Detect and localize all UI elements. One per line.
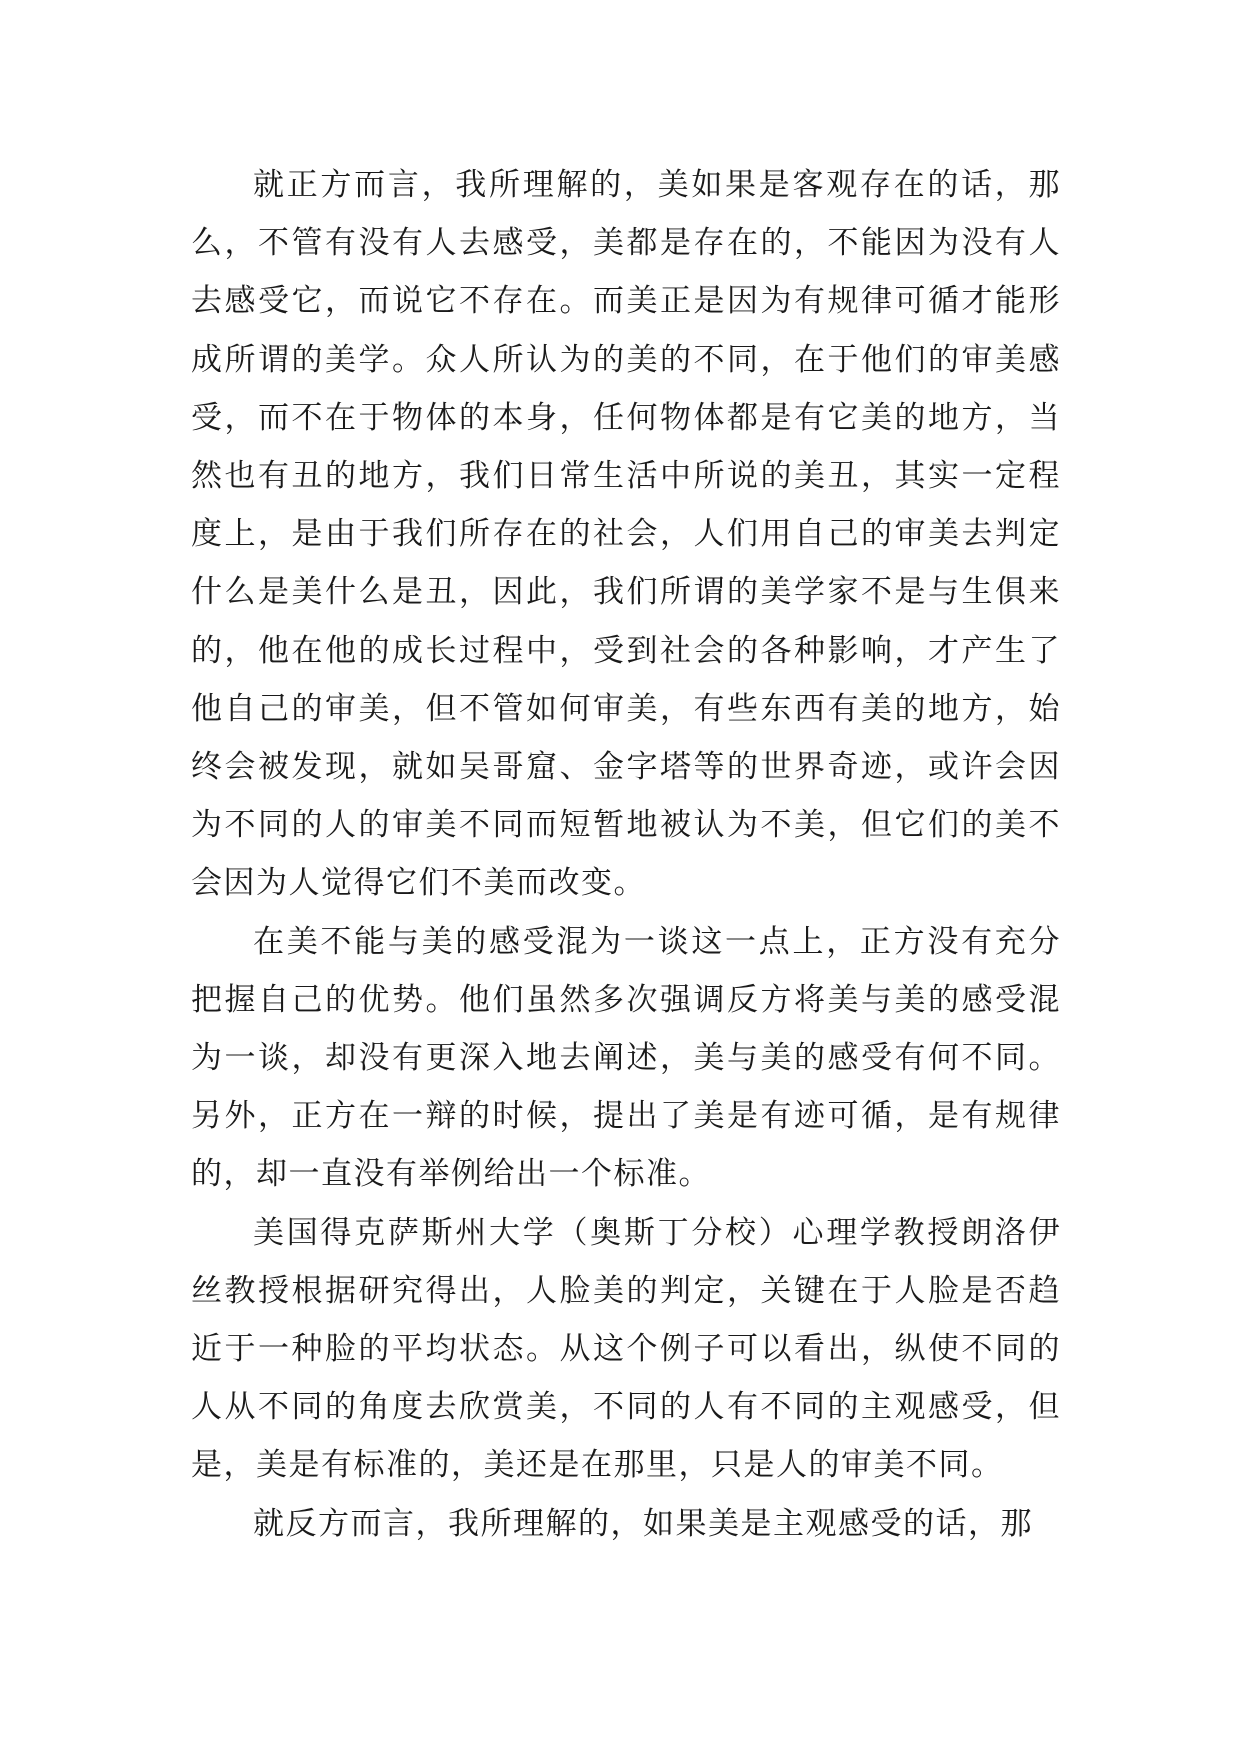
paragraph-3: 美国得克萨斯州大学（奥斯丁分校）心理学教授朗洛伊丝教授根据研究得出，人脸美的判定，关键在于人脸是否趋近于一种脸的平均状态。从这个例子可以看出，纵使不同的人从不同的角度去欣赏美，不同的人有不同的主观感受，但是，美是有标准的，美还是在那里，只是人的审美不同。 xyxy=(191,1214,1061,1484)
document-body xyxy=(191,156,1061,1553)
paragraph-4: 就反方而言，我所理解的，如果美是主观感受的话，那 xyxy=(253,1505,1033,1542)
paragraph-2: 在美不能与美的感受混为一谈这一点上，正方没有充分把握自己的优势。他们虽然多次强调反方将美与美的感受混为一谈，却没有更深入地去阐述，美与美的感受有何不同。另外，正方在一辩的时候，提出了美是有迹可循，是有规律的，却一直没有举例给出一个标准。 xyxy=(191,923,1061,1193)
paragraph-1: 就正方而言，我所理解的，美如果是客观存在的话，那么，不管有没有人去感受，美都是存在的，不能因为没有人去感受它，而说它不存在。而美正是因为有规律可循才能形成所谓的美学。众人所认为的美的不同，在于他们的审美感受，而不在于物体的本身，任何物体都是有它美的地方，当然也有丑的地方，我们日常生活中所说的美丑，其实一定程度上，是由于我们所存在的社会，人们用自己的审美去判定什么是美什么是丑，因此，我们所谓的美学家不是与生俱来的，他在他的成长过程中，受到社会的各种影响，才产生了他自己的审美，但不管如何审美，有些东西有美的地方，始终会被发现，就如吴哥窟、金字塔等的世界奇迹，或许会因为不同的人的审美不同而短暂地被认为不美，但它们的美不会因为人觉得它们不美而改变。 xyxy=(191,167,1061,902)
